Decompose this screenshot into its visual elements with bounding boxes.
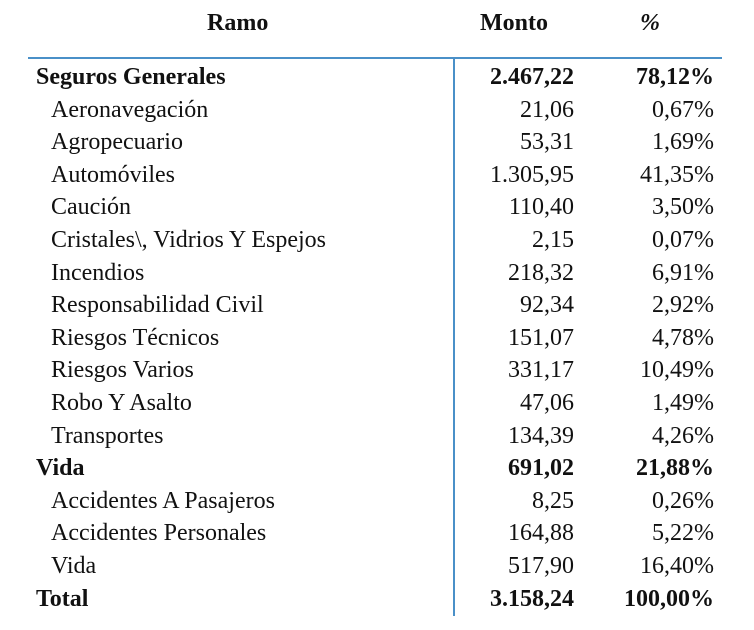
row-percent: 4,78%: [652, 324, 714, 351]
row-ramo: Cristales\, Vidrios Y Espejos: [51, 226, 326, 253]
row-ramo: Aeronavegación: [51, 96, 209, 123]
table-row: [0, 354, 754, 387]
row-percent: 0,26%: [652, 487, 714, 514]
table-group-row: [0, 61, 754, 94]
row-monto: 1.305,95: [490, 161, 574, 188]
header-monto: Monto: [480, 10, 548, 36]
row-percent: 0,07%: [652, 226, 714, 253]
row-monto: 3.158,24: [490, 585, 574, 612]
row-monto: 53,31: [520, 129, 574, 156]
table-row: [0, 159, 754, 192]
row-ramo: Robo Y Asalto: [51, 389, 192, 416]
row-percent: 100,00%: [624, 585, 714, 612]
table-row: [0, 257, 754, 290]
table-header: [0, 0, 754, 52]
row-monto: 691,02: [508, 455, 574, 482]
row-percent: 3,50%: [652, 194, 714, 221]
table-row: [0, 387, 754, 420]
row-monto: 2.467,22: [490, 64, 574, 90]
row-percent: 10,49%: [640, 357, 714, 384]
row-monto: 134,39: [508, 422, 574, 449]
row-monto: 218,32: [508, 259, 574, 286]
row-ramo: Caución: [51, 194, 131, 221]
table-row: [0, 94, 754, 127]
row-monto: 331,17: [508, 357, 574, 384]
row-monto: 110,40: [508, 194, 574, 221]
row-monto: 21,06: [520, 96, 574, 123]
row-ramo: Seguros Generales: [36, 64, 226, 90]
row-monto: 8,25: [532, 487, 574, 514]
row-monto: 47,06: [520, 389, 574, 416]
table-group-row: [0, 583, 754, 616]
table-group-row: [0, 452, 754, 485]
row-ramo: Transportes: [51, 422, 164, 449]
header-ramo: Ramo: [207, 10, 269, 36]
table-row: [0, 517, 754, 550]
row-percent: 1,69%: [652, 129, 714, 156]
row-percent: 4,26%: [652, 422, 714, 449]
table-row: [0, 322, 754, 355]
table-row: [0, 126, 754, 159]
row-ramo: Vida: [36, 455, 85, 482]
table-row: [0, 191, 754, 224]
row-percent: 6,91%: [652, 259, 714, 286]
table-row: [0, 485, 754, 518]
row-monto: 92,34: [520, 292, 574, 319]
row-percent: 1,49%: [652, 389, 714, 416]
table-row: [0, 420, 754, 453]
row-monto: 151,07: [508, 324, 574, 351]
row-percent: 78,12%: [636, 64, 714, 90]
row-ramo: Riesgos Técnicos: [51, 324, 220, 351]
row-ramo: Automóviles: [51, 161, 175, 188]
row-ramo: Total: [36, 585, 89, 612]
row-ramo: Responsabilidad Civil: [51, 292, 264, 319]
row-percent: 5,22%: [652, 520, 714, 547]
row-ramo: Vida: [51, 552, 97, 579]
row-ramo: Riesgos Varios: [51, 357, 194, 384]
header-divider: [28, 57, 722, 59]
row-percent: 21,88%: [636, 455, 714, 482]
row-monto: 164,88: [508, 520, 574, 547]
row-percent: 2,92%: [652, 292, 714, 319]
row-ramo: Agropecuario: [51, 129, 183, 156]
row-percent: 41,35%: [640, 161, 714, 188]
table-row: [0, 550, 754, 583]
row-percent: 0,67%: [652, 96, 714, 123]
row-monto: 2,15: [532, 226, 574, 253]
table-row: [0, 289, 754, 322]
table-body: [0, 61, 754, 615]
table-row: [0, 224, 754, 257]
row-ramo: Accidentes A Pasajeros: [51, 487, 275, 514]
header-percent: %: [640, 10, 660, 36]
row-percent: 16,40%: [640, 552, 714, 579]
row-ramo: Accidentes Personales: [51, 520, 267, 547]
row-ramo: Incendios: [51, 259, 145, 286]
row-monto: 517,90: [508, 552, 574, 579]
